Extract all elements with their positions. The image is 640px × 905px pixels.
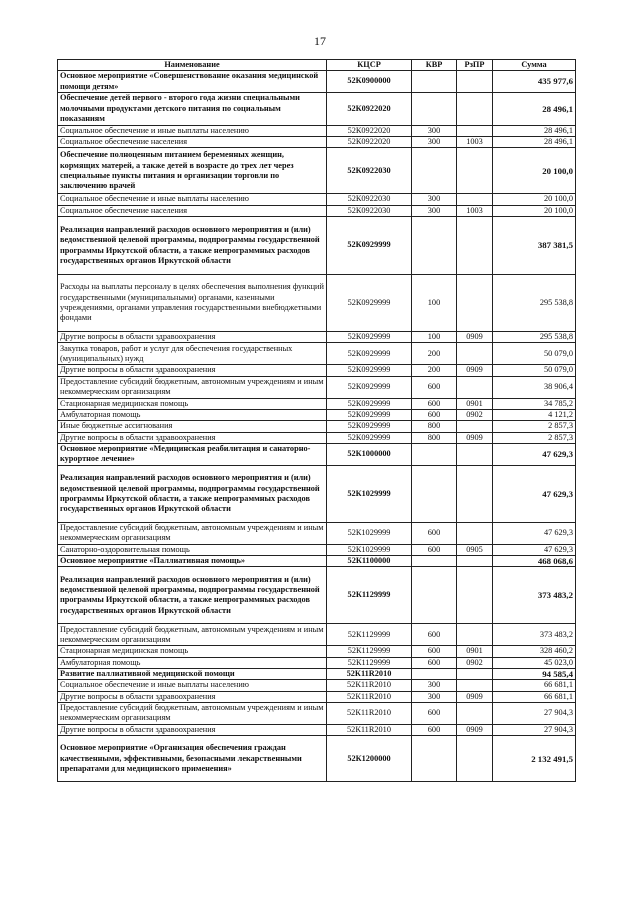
row-kvr-cell: 300 bbox=[412, 205, 457, 216]
table-row bbox=[58, 421, 576, 432]
row-rzpr-cell: 1003 bbox=[457, 205, 493, 216]
row-rzpr-cell bbox=[457, 624, 493, 646]
row-rzpr-cell: 0902 bbox=[457, 657, 493, 668]
row-name-cell: Социальное обеспечение населения bbox=[58, 205, 327, 216]
row-sum-cell: 468 068,6 bbox=[493, 556, 576, 567]
row-rzpr-cell bbox=[457, 443, 493, 465]
row-code-cell: 52К0900000 bbox=[327, 71, 412, 93]
row-sum-cell: 28 496,1 bbox=[493, 92, 576, 125]
row-name-cell: Социальное обеспечение и иные выплаты населению bbox=[58, 194, 327, 205]
row-rzpr-cell bbox=[457, 669, 493, 680]
row-name-cell: Реализация направлений расходов основного мероприятия и (или) ведомственной целевой программы, подпрограммы государственной программы Иркутской области, а также непрограммных расходов государственных органов Иркутской области bbox=[58, 567, 327, 624]
row-name-cell: Основное мероприятие «Совершенствование оказания медицинской помощи детям» bbox=[58, 71, 327, 93]
row-name-cell: Социальное обеспечение и иные выплаты населению bbox=[58, 680, 327, 691]
row-code-cell: 52К0922020 bbox=[327, 92, 412, 125]
row-rzpr-cell: 0901 bbox=[457, 646, 493, 657]
row-code-cell: 52К1129999 bbox=[327, 646, 412, 657]
row-kvr-cell: 100 bbox=[412, 332, 457, 343]
row-kvr-cell: 300 bbox=[412, 125, 457, 136]
row-kvr-cell bbox=[412, 556, 457, 567]
table-row bbox=[58, 217, 576, 275]
row-rzpr-cell bbox=[457, 125, 493, 136]
row-sum-cell: 47 629,3 bbox=[493, 522, 576, 544]
row-kvr-cell: 600 bbox=[412, 646, 457, 657]
row-sum-cell: 50 079,0 bbox=[493, 343, 576, 365]
table-row bbox=[58, 443, 576, 465]
row-code-cell: 52К0929999 bbox=[327, 421, 412, 432]
table-row bbox=[58, 556, 576, 567]
row-kvr-cell bbox=[412, 148, 457, 194]
row-kvr-cell: 800 bbox=[412, 432, 457, 443]
row-code-cell: 52К1029999 bbox=[327, 544, 412, 555]
table-row bbox=[58, 702, 576, 724]
row-kvr-cell: 300 bbox=[412, 137, 457, 148]
row-kvr-cell: 300 bbox=[412, 691, 457, 702]
row-rzpr-cell bbox=[457, 376, 493, 398]
row-name-cell: Реализация направлений расходов основного мероприятия и (или) ведомственной целевой программы, подпрограммы государственной программы Иркутской области, а также непрограммных расходов государственных органов Иркутской области bbox=[58, 465, 327, 522]
row-code-cell: 52К0929999 bbox=[327, 275, 412, 332]
row-code-cell: 52К11R2010 bbox=[327, 691, 412, 702]
row-code-cell: 52К1129999 bbox=[327, 567, 412, 624]
row-name-cell: Амбулаторная помощь bbox=[58, 657, 327, 668]
row-rzpr-cell: 0902 bbox=[457, 409, 493, 420]
table-row bbox=[58, 646, 576, 657]
table-row bbox=[58, 724, 576, 735]
row-kvr-cell: 600 bbox=[412, 544, 457, 555]
row-code-cell: 52К11R2010 bbox=[327, 680, 412, 691]
row-sum-cell: 27 904,3 bbox=[493, 702, 576, 724]
header-rzpr: РзПР bbox=[457, 60, 493, 71]
row-sum-cell: 45 023,0 bbox=[493, 657, 576, 668]
table-row bbox=[58, 736, 576, 782]
row-rzpr-cell: 0901 bbox=[457, 398, 493, 409]
budget-table bbox=[57, 59, 576, 782]
row-name-cell: Санаторно-оздоровительная помощь bbox=[58, 544, 327, 555]
table-row bbox=[58, 332, 576, 343]
row-code-cell: 52К11R2010 bbox=[327, 669, 412, 680]
row-rzpr-cell bbox=[457, 71, 493, 93]
row-rzpr-cell: 0909 bbox=[457, 365, 493, 376]
row-sum-cell: 4 121,2 bbox=[493, 409, 576, 420]
row-sum-cell: 94 585,4 bbox=[493, 669, 576, 680]
row-name-cell: Основное мероприятие «Медицинская реабилитация и санаторно-курортное лечение» bbox=[58, 443, 327, 465]
row-rzpr-cell bbox=[457, 194, 493, 205]
row-kvr-cell: 600 bbox=[412, 522, 457, 544]
row-name-cell: Развитие паллиативной медицинской помощи bbox=[58, 669, 327, 680]
row-code-cell: 52К1100000 bbox=[327, 556, 412, 567]
row-code-cell: 52К0929999 bbox=[327, 343, 412, 365]
row-kvr-cell bbox=[412, 443, 457, 465]
table-header-row bbox=[58, 60, 576, 71]
header-sum: Сумма bbox=[493, 60, 576, 71]
row-kvr-cell bbox=[412, 217, 457, 275]
row-code-cell: 52К1129999 bbox=[327, 657, 412, 668]
row-rzpr-cell: 1003 bbox=[457, 137, 493, 148]
row-kvr-cell: 300 bbox=[412, 194, 457, 205]
row-name-cell: Обеспечение детей первого - второго года жизни специальными молочными продуктами детского питания по социальным показаниям bbox=[58, 92, 327, 125]
row-name-cell: Обеспечение полноценным питанием беременных женщин, кормящих матерей, а также детей в возрасте до трех лет через специальные пункты питания и организации торговли по заключению врачей bbox=[58, 148, 327, 194]
row-name-cell: Стационарная медицинская помощь bbox=[58, 398, 327, 409]
row-sum-cell: 2 857,3 bbox=[493, 432, 576, 443]
row-name-cell: Другие вопросы в области здравоохранения bbox=[58, 332, 327, 343]
row-rzpr-cell: 0909 bbox=[457, 432, 493, 443]
row-sum-cell: 295 538,8 bbox=[493, 332, 576, 343]
row-rzpr-cell bbox=[457, 92, 493, 125]
table-row bbox=[58, 398, 576, 409]
row-sum-cell: 435 977,6 bbox=[493, 71, 576, 93]
table-row bbox=[58, 125, 576, 136]
table-row bbox=[58, 669, 576, 680]
row-code-cell: 52К11R2010 bbox=[327, 702, 412, 724]
table-row bbox=[58, 567, 576, 624]
row-name-cell: Иные бюджетные ассигнования bbox=[58, 421, 327, 432]
row-code-cell: 52К0929999 bbox=[327, 432, 412, 443]
row-name-cell: Другие вопросы в области здравоохранения bbox=[58, 432, 327, 443]
row-name-cell: Предоставление субсидий бюджетным, автономным учреждениям и иным некоммерческим организациям bbox=[58, 624, 327, 646]
row-rzpr-cell bbox=[457, 217, 493, 275]
row-name-cell: Другие вопросы в области здравоохранения bbox=[58, 365, 327, 376]
header-name: Наименование bbox=[58, 60, 327, 71]
table-row bbox=[58, 275, 576, 332]
row-code-cell: 52К0922020 bbox=[327, 125, 412, 136]
row-rzpr-cell: 0909 bbox=[457, 332, 493, 343]
row-code-cell: 52К0929999 bbox=[327, 332, 412, 343]
row-name-cell: Социальное обеспечение и иные выплаты населению bbox=[58, 125, 327, 136]
table-row bbox=[58, 522, 576, 544]
row-sum-cell: 34 785,2 bbox=[493, 398, 576, 409]
row-name-cell: Предоставление субсидий бюджетным, автономным учреждениям и иным некоммерческим организациям bbox=[58, 522, 327, 544]
row-sum-cell: 47 629,3 bbox=[493, 544, 576, 555]
row-rzpr-cell bbox=[457, 680, 493, 691]
row-kvr-cell: 600 bbox=[412, 624, 457, 646]
table-row bbox=[58, 148, 576, 194]
row-sum-cell: 2 132 491,5 bbox=[493, 736, 576, 782]
row-code-cell: 52К0929999 bbox=[327, 398, 412, 409]
row-rzpr-cell: 0905 bbox=[457, 544, 493, 555]
table-row bbox=[58, 365, 576, 376]
row-code-cell: 52К1029999 bbox=[327, 465, 412, 522]
row-code-cell: 52К1000000 bbox=[327, 443, 412, 465]
row-name-cell: Закупка товаров, работ и услуг для обеспечения государственных (муниципальных) нужд bbox=[58, 343, 327, 365]
row-code-cell: 52К1200000 bbox=[327, 736, 412, 782]
row-sum-cell: 38 906,4 bbox=[493, 376, 576, 398]
row-rzpr-cell bbox=[457, 465, 493, 522]
row-rzpr-cell bbox=[457, 421, 493, 432]
header-code: КЦСР bbox=[327, 60, 412, 71]
row-name-cell: Амбулаторная помощь bbox=[58, 409, 327, 420]
row-kvr-cell: 800 bbox=[412, 421, 457, 432]
table-row bbox=[58, 194, 576, 205]
row-sum-cell: 295 538,8 bbox=[493, 275, 576, 332]
row-name-cell: Другие вопросы в области здравоохранения bbox=[58, 691, 327, 702]
row-name-cell: Стационарная медицинская помощь bbox=[58, 646, 327, 657]
row-kvr-cell: 600 bbox=[412, 702, 457, 724]
header-kvr: КВР bbox=[412, 60, 457, 71]
row-name-cell: Другие вопросы в области здравоохранения bbox=[58, 724, 327, 735]
table-row bbox=[58, 409, 576, 420]
row-name-cell: Предоставление субсидий бюджетным, автономным учреждениям и иным некоммерческим организациям bbox=[58, 376, 327, 398]
row-kvr-cell bbox=[412, 736, 457, 782]
table-row bbox=[58, 691, 576, 702]
row-kvr-cell: 600 bbox=[412, 724, 457, 735]
row-name-cell: Предоставление субсидий бюджетным, автономным учреждениям и иным некоммерческим организациям bbox=[58, 702, 327, 724]
row-kvr-cell: 200 bbox=[412, 365, 457, 376]
row-code-cell: 52К0922020 bbox=[327, 137, 412, 148]
row-kvr-cell: 600 bbox=[412, 657, 457, 668]
table-row bbox=[58, 544, 576, 555]
row-sum-cell: 28 496,1 bbox=[493, 137, 576, 148]
table-row bbox=[58, 376, 576, 398]
table-row bbox=[58, 465, 576, 522]
table-row bbox=[58, 657, 576, 668]
row-name-cell: Основное мероприятие «Организация обеспечения граждан качественными, эффективными, безопасными лекарственными препаратами для медицинского применения» bbox=[58, 736, 327, 782]
row-kvr-cell: 100 bbox=[412, 275, 457, 332]
row-sum-cell: 373 483,2 bbox=[493, 624, 576, 646]
row-rzpr-cell bbox=[457, 275, 493, 332]
row-sum-cell: 47 629,3 bbox=[493, 465, 576, 522]
page-number: 17 bbox=[314, 34, 326, 48]
row-sum-cell: 328 460,2 bbox=[493, 646, 576, 657]
row-sum-cell: 20 100,0 bbox=[493, 205, 576, 216]
row-kvr-cell: 200 bbox=[412, 343, 457, 365]
table-row bbox=[58, 432, 576, 443]
row-sum-cell: 50 079,0 bbox=[493, 365, 576, 376]
row-code-cell: 52К0929999 bbox=[327, 376, 412, 398]
row-name-cell: Социальное обеспечение населения bbox=[58, 137, 327, 148]
row-code-cell: 52К0929999 bbox=[327, 217, 412, 275]
row-kvr-cell bbox=[412, 567, 457, 624]
row-sum-cell: 20 100,0 bbox=[493, 194, 576, 205]
row-rzpr-cell: 0909 bbox=[457, 691, 493, 702]
row-code-cell: 52К0922030 bbox=[327, 205, 412, 216]
row-kvr-cell bbox=[412, 92, 457, 125]
row-sum-cell: 20 100,0 bbox=[493, 148, 576, 194]
row-sum-cell: 66 681,1 bbox=[493, 680, 576, 691]
row-rzpr-cell bbox=[457, 148, 493, 194]
row-kvr-cell bbox=[412, 71, 457, 93]
row-kvr-cell bbox=[412, 669, 457, 680]
row-code-cell: 52К11R2010 bbox=[327, 724, 412, 735]
table-row bbox=[58, 71, 576, 93]
row-kvr-cell: 600 bbox=[412, 376, 457, 398]
row-name-cell: Реализация направлений расходов основного мероприятия и (или) ведомственной целевой программы, подпрограммы государственной программы Иркутской области, а также непрограммных расходов государственных органов Иркутской области bbox=[58, 217, 327, 275]
row-name-cell: Расходы на выплаты персоналу в целях обеспечения выполнения функций государственными (муниципальными) органами, казенными учреждениями, органами управления государственными внебюджетными фондами bbox=[58, 275, 327, 332]
row-rzpr-cell bbox=[457, 736, 493, 782]
row-rzpr-cell bbox=[457, 702, 493, 724]
row-sum-cell: 47 629,3 bbox=[493, 443, 576, 465]
table-row bbox=[58, 343, 576, 365]
row-kvr-cell: 300 bbox=[412, 680, 457, 691]
row-rzpr-cell: 0909 bbox=[457, 724, 493, 735]
row-sum-cell: 387 381,5 bbox=[493, 217, 576, 275]
row-code-cell: 52К0929999 bbox=[327, 409, 412, 420]
table-row bbox=[58, 624, 576, 646]
table-body bbox=[58, 71, 576, 782]
table-row bbox=[58, 205, 576, 216]
table-row bbox=[58, 92, 576, 125]
row-sum-cell: 66 681,1 bbox=[493, 691, 576, 702]
row-rzpr-cell bbox=[457, 343, 493, 365]
row-name-cell: Основное мероприятие «Паллиативная помощь» bbox=[58, 556, 327, 567]
row-code-cell: 52К0929999 bbox=[327, 365, 412, 376]
row-kvr-cell bbox=[412, 465, 457, 522]
row-kvr-cell: 600 bbox=[412, 398, 457, 409]
row-code-cell: 52К0922030 bbox=[327, 194, 412, 205]
row-sum-cell: 28 496,1 bbox=[493, 125, 576, 136]
row-sum-cell: 2 857,3 bbox=[493, 421, 576, 432]
row-kvr-cell: 600 bbox=[412, 409, 457, 420]
row-sum-cell: 27 904,3 bbox=[493, 724, 576, 735]
table-row bbox=[58, 680, 576, 691]
row-rzpr-cell bbox=[457, 567, 493, 624]
row-code-cell: 52К0922030 bbox=[327, 148, 412, 194]
row-code-cell: 52К1029999 bbox=[327, 522, 412, 544]
table-row bbox=[58, 137, 576, 148]
row-rzpr-cell bbox=[457, 522, 493, 544]
row-sum-cell: 373 483,2 bbox=[493, 567, 576, 624]
row-rzpr-cell bbox=[457, 556, 493, 567]
row-code-cell: 52К1129999 bbox=[327, 624, 412, 646]
